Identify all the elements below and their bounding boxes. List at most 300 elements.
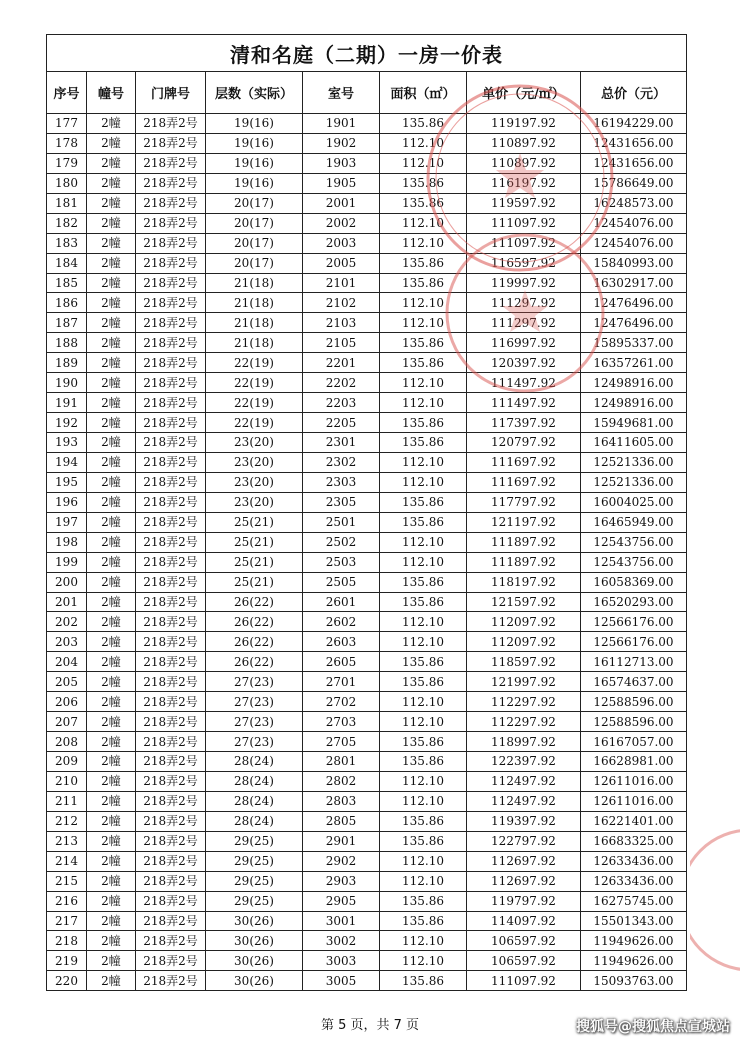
table-cell: 2幢 <box>87 273 136 293</box>
table-cell: 218 <box>47 931 87 951</box>
table-cell: 111097.92 <box>467 233 581 253</box>
table-row <box>47 592 687 612</box>
header-row <box>47 72 687 114</box>
table-cell: 2幢 <box>87 831 136 851</box>
table-cell: 112.10 <box>380 153 467 173</box>
table-cell: 1903 <box>303 153 380 173</box>
table-cell: 191 <box>47 393 87 413</box>
table-cell: 135.86 <box>380 911 467 931</box>
table-cell: 2幢 <box>87 433 136 453</box>
table-cell: 204 <box>47 652 87 672</box>
table-row <box>47 951 687 971</box>
table-cell: 218弄2号 <box>136 672 206 692</box>
table-cell: 212 <box>47 811 87 831</box>
table-cell: 112.10 <box>380 452 467 472</box>
table-cell: 206 <box>47 692 87 712</box>
table-cell: 20(17) <box>206 233 303 253</box>
table-cell: 116997.92 <box>467 333 581 353</box>
table-cell: 2503 <box>303 552 380 572</box>
table-cell: 2202 <box>303 373 380 393</box>
table-cell: 111097.92 <box>467 971 581 991</box>
table-cell: 135.86 <box>380 333 467 353</box>
table-cell: 2305 <box>303 492 380 512</box>
table-cell: 2201 <box>303 353 380 373</box>
table-row <box>47 791 687 811</box>
table-cell: 199 <box>47 552 87 572</box>
table-cell: 119397.92 <box>467 811 581 831</box>
table-cell: 218弄2号 <box>136 273 206 293</box>
table-cell: 22(19) <box>206 373 303 393</box>
table-cell: 2幢 <box>87 791 136 811</box>
table-cell: 11949626.00 <box>581 931 687 951</box>
table-cell: 2602 <box>303 612 380 632</box>
table-row <box>47 353 687 373</box>
table-cell: 2705 <box>303 732 380 752</box>
table-row <box>47 552 687 572</box>
table-cell: 12588596.00 <box>581 692 687 712</box>
table-cell: 181 <box>47 193 87 213</box>
table-cell: 25(21) <box>206 532 303 552</box>
table-cell: 2幢 <box>87 891 136 911</box>
table-cell: 218弄2号 <box>136 951 206 971</box>
table-cell: 135.86 <box>380 173 467 193</box>
table-cell: 12588596.00 <box>581 712 687 732</box>
table-cell: 27(23) <box>206 712 303 732</box>
table-cell: 135.86 <box>380 732 467 752</box>
table-cell: 27(23) <box>206 692 303 712</box>
table-cell: 23(20) <box>206 472 303 492</box>
table-cell: 207 <box>47 712 87 732</box>
table-row <box>47 891 687 911</box>
table-cell: 135.86 <box>380 672 467 692</box>
table-cell: 218弄2号 <box>136 791 206 811</box>
table-cell: 218弄2号 <box>136 512 206 532</box>
table-row <box>47 313 687 333</box>
table-cell: 25(21) <box>206 512 303 532</box>
table-cell: 2603 <box>303 632 380 652</box>
table-cell: 3001 <box>303 911 380 931</box>
table-row <box>47 572 687 592</box>
table-cell: 16167057.00 <box>581 732 687 752</box>
table-cell: 135.86 <box>380 891 467 911</box>
table-cell: 2001 <box>303 193 380 213</box>
table-cell: 2幢 <box>87 512 136 532</box>
table-cell: 218弄2号 <box>136 293 206 313</box>
table-cell: 2幢 <box>87 692 136 712</box>
table-cell: 112.10 <box>380 293 467 313</box>
table-cell: 2幢 <box>87 771 136 791</box>
table-cell: 2幢 <box>87 173 136 193</box>
table-row <box>47 433 687 453</box>
table-cell: 2幢 <box>87 851 136 871</box>
table-cell: 218弄2号 <box>136 472 206 492</box>
table-cell: 122397.92 <box>467 752 581 772</box>
table-cell: 2703 <box>303 712 380 732</box>
table-row <box>47 971 687 991</box>
table-cell: 205 <box>47 672 87 692</box>
table-cell: 12498916.00 <box>581 393 687 413</box>
table-cell: 112.10 <box>380 472 467 492</box>
table-cell: 112097.92 <box>467 632 581 652</box>
table-cell: 217 <box>47 911 87 931</box>
table-cell: 27(23) <box>206 672 303 692</box>
column-header: 幢号 <box>87 72 136 114</box>
table-cell: 16683325.00 <box>581 831 687 851</box>
table-cell: 117797.92 <box>467 492 581 512</box>
table-cell: 22(19) <box>206 413 303 433</box>
table-cell: 28(24) <box>206 811 303 831</box>
table-cell: 2301 <box>303 433 380 453</box>
table-cell: 117397.92 <box>467 413 581 433</box>
table-row <box>47 811 687 831</box>
table-cell: 23(20) <box>206 433 303 453</box>
table-cell: 12431656.00 <box>581 153 687 173</box>
table-cell: 2002 <box>303 213 380 233</box>
table-cell: 218弄2号 <box>136 911 206 931</box>
table-cell: 185 <box>47 273 87 293</box>
table-cell: 112.10 <box>380 213 467 233</box>
table-cell: 218弄2号 <box>136 771 206 791</box>
table-cell: 218弄2号 <box>136 452 206 472</box>
table-cell: 214 <box>47 851 87 871</box>
table-cell: 16004025.00 <box>581 492 687 512</box>
table-cell: 218弄2号 <box>136 433 206 453</box>
table-cell: 215 <box>47 871 87 891</box>
table-row <box>47 492 687 512</box>
table-cell: 208 <box>47 732 87 752</box>
table-cell: 218弄2号 <box>136 213 206 233</box>
table-cell: 2901 <box>303 831 380 851</box>
table-cell: 2701 <box>303 672 380 692</box>
table-cell: 16221401.00 <box>581 811 687 831</box>
table-cell: 2605 <box>303 652 380 672</box>
table-cell: 2幢 <box>87 951 136 971</box>
table-cell: 112097.92 <box>467 612 581 632</box>
red-seal-partial <box>690 820 740 980</box>
table-cell: 15093763.00 <box>581 971 687 991</box>
table-cell: 135.86 <box>380 273 467 293</box>
table-cell: 16058369.00 <box>581 572 687 592</box>
table-cell: 30(26) <box>206 911 303 931</box>
table-cell: 218弄2号 <box>136 592 206 612</box>
table-cell: 218弄2号 <box>136 353 206 373</box>
table-row <box>47 612 687 632</box>
table-cell: 218弄2号 <box>136 133 206 153</box>
table-cell: 16628981.00 <box>581 752 687 772</box>
watermark: 搜狐号@搜狐焦点宣城站 <box>576 1019 730 1035</box>
table-cell: 2幢 <box>87 213 136 233</box>
table-cell: 106597.92 <box>467 951 581 971</box>
table-cell: 15501343.00 <box>581 911 687 931</box>
table-cell: 110897.92 <box>467 153 581 173</box>
table-cell: 218弄2号 <box>136 891 206 911</box>
table-cell: 2幢 <box>87 612 136 632</box>
table-cell: 119997.92 <box>467 273 581 293</box>
table-row <box>47 532 687 552</box>
table-cell: 111297.92 <box>467 313 581 333</box>
table-cell: 3003 <box>303 951 380 971</box>
table-cell: 29(25) <box>206 851 303 871</box>
table-cell: 2幢 <box>87 871 136 891</box>
table-cell: 120797.92 <box>467 433 581 453</box>
table-cell: 2幢 <box>87 811 136 831</box>
table-cell: 2幢 <box>87 413 136 433</box>
table-cell: 193 <box>47 433 87 453</box>
table-cell: 16574637.00 <box>581 672 687 692</box>
table-row <box>47 333 687 353</box>
table-cell: 218弄2号 <box>136 971 206 991</box>
table-cell: 112297.92 <box>467 692 581 712</box>
table-cell: 20(17) <box>206 193 303 213</box>
table-cell: 30(26) <box>206 971 303 991</box>
table-cell: 2幢 <box>87 393 136 413</box>
table-cell: 112497.92 <box>467 771 581 791</box>
table-cell: 23(20) <box>206 452 303 472</box>
table-cell: 201 <box>47 592 87 612</box>
table-row <box>47 413 687 433</box>
table-cell: 218弄2号 <box>136 632 206 652</box>
table-cell: 121597.92 <box>467 592 581 612</box>
table-cell: 111497.92 <box>467 373 581 393</box>
table-cell: 112.10 <box>380 771 467 791</box>
table-cell: 2502 <box>303 532 380 552</box>
table-cell: 15949681.00 <box>581 413 687 433</box>
table-cell: 106597.92 <box>467 931 581 951</box>
table-cell: 116597.92 <box>467 253 581 273</box>
table-cell: 25(21) <box>206 572 303 592</box>
table-cell: 2幢 <box>87 333 136 353</box>
table-cell: 3002 <box>303 931 380 951</box>
table-cell: 112.10 <box>380 712 467 732</box>
table-cell: 218弄2号 <box>136 413 206 433</box>
table-cell: 218弄2号 <box>136 831 206 851</box>
table-cell: 203 <box>47 632 87 652</box>
table-row <box>47 273 687 293</box>
table-cell: 179 <box>47 153 87 173</box>
table-cell: 26(22) <box>206 592 303 612</box>
table-cell: 29(25) <box>206 831 303 851</box>
table-cell: 218弄2号 <box>136 253 206 273</box>
table-cell: 135.86 <box>380 752 467 772</box>
table-cell: 2幢 <box>87 472 136 492</box>
table-cell: 112.10 <box>380 313 467 333</box>
table-cell: 12566176.00 <box>581 632 687 652</box>
table-cell: 135.86 <box>380 652 467 672</box>
column-header: 面积（㎡） <box>380 72 467 114</box>
table-cell: 2902 <box>303 851 380 871</box>
table-cell: 2幢 <box>87 971 136 991</box>
table-cell: 135.86 <box>380 592 467 612</box>
table-cell: 111297.92 <box>467 293 581 313</box>
table-cell: 15786649.00 <box>581 173 687 193</box>
table-cell: 2幢 <box>87 752 136 772</box>
table-row <box>47 672 687 692</box>
table-row <box>47 931 687 951</box>
table-cell: 12476496.00 <box>581 313 687 333</box>
table-cell: 23(20) <box>206 492 303 512</box>
table-cell: 111897.92 <box>467 532 581 552</box>
table-cell: 112.10 <box>380 233 467 253</box>
table-cell: 135.86 <box>380 512 467 532</box>
table-cell: 218弄2号 <box>136 732 206 752</box>
table-cell: 180 <box>47 173 87 193</box>
table-row <box>47 393 687 413</box>
table-cell: 112.10 <box>380 612 467 632</box>
page-footer: 第 5 页，共 7 页 <box>320 1018 420 1033</box>
table-cell: 218弄2号 <box>136 712 206 732</box>
table-cell: 119197.92 <box>467 114 581 134</box>
table-cell: 111697.92 <box>467 472 581 492</box>
table-row <box>47 193 687 213</box>
table-cell: 112.10 <box>380 851 467 871</box>
table-cell: 2903 <box>303 871 380 891</box>
table-cell: 135.86 <box>380 831 467 851</box>
table-cell: 112.10 <box>380 393 467 413</box>
table-cell: 183 <box>47 233 87 253</box>
table-cell: 2103 <box>303 313 380 333</box>
table-cell: 218弄2号 <box>136 153 206 173</box>
table-cell: 21(18) <box>206 293 303 313</box>
table-row <box>47 452 687 472</box>
table-cell: 112.10 <box>380 552 467 572</box>
table-cell: 189 <box>47 353 87 373</box>
table-row <box>47 911 687 931</box>
table-row <box>47 512 687 532</box>
table-cell: 2105 <box>303 333 380 353</box>
table-cell: 218弄2号 <box>136 492 206 512</box>
table-cell: 2102 <box>303 293 380 313</box>
table-cell: 2905 <box>303 891 380 911</box>
table-cell: 135.86 <box>380 433 467 453</box>
table-cell: 194 <box>47 452 87 472</box>
table-cell: 190 <box>47 373 87 393</box>
table-cell: 178 <box>47 133 87 153</box>
table-cell: 2幢 <box>87 313 136 333</box>
table-cell: 112.10 <box>380 931 467 951</box>
table-cell: 2501 <box>303 512 380 532</box>
table-cell: 135.86 <box>380 353 467 373</box>
table-cell: 12633436.00 <box>581 871 687 891</box>
table-cell: 12633436.00 <box>581 851 687 871</box>
table-cell: 16248573.00 <box>581 193 687 213</box>
table-cell: 182 <box>47 213 87 233</box>
table-cell: 16194229.00 <box>581 114 687 134</box>
table-cell: 195 <box>47 472 87 492</box>
table-cell: 218弄2号 <box>136 333 206 353</box>
table-cell: 218弄2号 <box>136 652 206 672</box>
table-cell: 16112713.00 <box>581 652 687 672</box>
table-cell: 218弄2号 <box>136 393 206 413</box>
table-cell: 2幢 <box>87 133 136 153</box>
table-cell: 2幢 <box>87 652 136 672</box>
table-cell: 21(18) <box>206 333 303 353</box>
table-cell: 19(16) <box>206 114 303 134</box>
table-cell: 30(26) <box>206 951 303 971</box>
table-cell: 15840993.00 <box>581 253 687 273</box>
table-cell: 110897.92 <box>467 133 581 153</box>
table-cell: 2005 <box>303 253 380 273</box>
table-cell: 12543756.00 <box>581 552 687 572</box>
table-cell: 19(16) <box>206 173 303 193</box>
table-cell: 112.10 <box>380 951 467 971</box>
table-cell: 119797.92 <box>467 891 581 911</box>
table-cell: 218弄2号 <box>136 114 206 134</box>
table-cell: 192 <box>47 413 87 433</box>
table-cell: 22(19) <box>206 353 303 373</box>
table-cell: 2幢 <box>87 532 136 552</box>
table-cell: 2幢 <box>87 552 136 572</box>
table-cell: 22(19) <box>206 393 303 413</box>
table-cell: 2幢 <box>87 672 136 692</box>
table-cell: 218弄2号 <box>136 532 206 552</box>
table-cell: 2805 <box>303 811 380 831</box>
table-cell: 12543756.00 <box>581 532 687 552</box>
table-cell: 12521336.00 <box>581 452 687 472</box>
table-cell: 112.10 <box>380 373 467 393</box>
table-cell: 25(21) <box>206 552 303 572</box>
table-cell: 135.86 <box>380 492 467 512</box>
table-row <box>47 732 687 752</box>
table-cell: 200 <box>47 572 87 592</box>
table-cell: 2303 <box>303 472 380 492</box>
table-cell: 177 <box>47 114 87 134</box>
table-row <box>47 253 687 273</box>
table-cell: 112697.92 <box>467 871 581 891</box>
table-cell: 2幢 <box>87 193 136 213</box>
table-cell: 2幢 <box>87 572 136 592</box>
table-cell: 29(25) <box>206 891 303 911</box>
table-cell: 2幢 <box>87 732 136 752</box>
table-cell: 202 <box>47 612 87 632</box>
table-cell: 12454076.00 <box>581 213 687 233</box>
table-cell: 135.86 <box>380 253 467 273</box>
table-row <box>47 632 687 652</box>
table-row <box>47 771 687 791</box>
table-cell: 2101 <box>303 273 380 293</box>
table-row <box>47 851 687 871</box>
table-cell: 114097.92 <box>467 911 581 931</box>
table-cell: 188 <box>47 333 87 353</box>
table-cell: 112.10 <box>380 532 467 552</box>
table-cell: 209 <box>47 752 87 772</box>
table-cell: 219 <box>47 951 87 971</box>
table-cell: 3005 <box>303 971 380 991</box>
table-cell: 2幢 <box>87 492 136 512</box>
table-row <box>47 213 687 233</box>
table-cell: 16411605.00 <box>581 433 687 453</box>
table-cell: 218弄2号 <box>136 173 206 193</box>
table-row <box>47 133 687 153</box>
table-cell: 187 <box>47 313 87 333</box>
table-row <box>47 871 687 891</box>
table-row <box>47 293 687 313</box>
table-cell: 26(22) <box>206 632 303 652</box>
table-row <box>47 712 687 732</box>
table-cell: 116197.92 <box>467 173 581 193</box>
table-cell: 218弄2号 <box>136 811 206 831</box>
table-cell: 218弄2号 <box>136 313 206 333</box>
table-cell: 2幢 <box>87 452 136 472</box>
column-header: 单价（元/㎡） <box>467 72 581 114</box>
table-row <box>47 752 687 772</box>
table-cell: 2203 <box>303 393 380 413</box>
table-cell: 111897.92 <box>467 552 581 572</box>
table-cell: 27(23) <box>206 732 303 752</box>
table-cell: 218弄2号 <box>136 233 206 253</box>
table-cell: 1902 <box>303 133 380 153</box>
table-cell: 12611016.00 <box>581 771 687 791</box>
table-cell: 120397.92 <box>467 353 581 373</box>
